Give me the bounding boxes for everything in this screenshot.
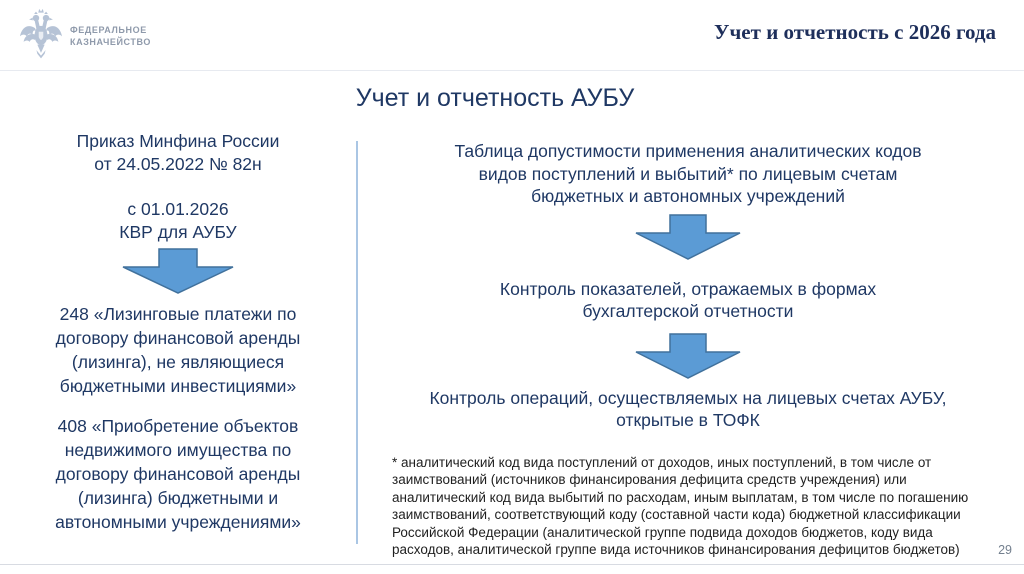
kvr-248-line: 248 «Лизинговые платежи по [59,304,297,324]
step1-line: Таблица допустимости применения аналитических кодов [454,141,922,161]
order-ref-line: от 24.05.2022 № 82н [94,154,262,174]
footnote-line: Российской Федерации (аналитической группе подвида доходов бюджетов, коду вида [392,524,933,540]
footnote-line: аналитический код вида выбытий по расходам, иным выплатам, в том числе по погашению [392,489,969,505]
effective-line: с 01.01.2026 [127,199,229,219]
operations-control-block [388,387,988,432]
kvr-248-line: (лизинга), не являющиеся [71,352,285,372]
right-down-arrow-2 [388,333,988,379]
kvr-248-line: бюджетными инвестициями» [59,376,297,396]
footnote-line: заимствований, соответствующий коду (составной части кода) бюджетной классификации [392,507,961,522]
footnote-line: расходов, аналитической группе вида источников финансирования дефицитов бюджетов) [392,542,960,557]
footnote-line: * аналитический код вида поступлений от доходов, иных поступлений, в том числе от [392,454,932,470]
kvr-408-block [22,414,334,534]
kvr-408-line: договору финансовой аренды [55,464,301,484]
kvr-408-line: 408 «Приобретение объектов [57,416,299,436]
bottom-rule [0,564,1024,565]
kvr-248-block [22,302,334,398]
step1-line: видов поступлений и выбытий* по лицевым счетам [478,163,898,184]
indicators-control-block [388,278,988,323]
org-name-line1: ФЕДЕРАЛЬНОЕ [70,25,147,35]
slide-header [0,0,1024,71]
left-column [22,130,334,534]
analytical-code-footnote [388,454,988,559]
right-down-arrow-1 [388,214,988,260]
step1-line: бюджетных и автономных учреждений [531,186,845,206]
footnote-line: заимствований (источников финансирования дефицита средств учреждения) или [392,472,907,487]
org-name-line2: КАЗНАЧЕЙСТВО [70,37,151,47]
kvr-408-line: недвижимого имущества по [64,440,292,460]
column-divider [356,141,358,544]
minfin-order-block [22,130,334,176]
deck-title: Учет и отчетность с 2026 года [714,20,996,44]
org-name [70,24,151,48]
page-number: 29 [998,543,1012,557]
effective-line: КВР для АУБУ [119,222,237,242]
kvr-408-line: (лизинга) бюджетными и [77,488,279,508]
kvr-248-line: договору финансовой аренды [55,328,301,348]
kvr-408-line: автономными учреждениями» [55,512,301,532]
effective-date-block [22,198,334,244]
step2-line: бухгалтерской отчетности [582,301,794,321]
right-column [388,140,988,559]
admissibility-table-block [388,140,988,208]
step3-line: открытые в ТОФК [616,410,760,430]
federal-treasury-eagle-icon [18,8,64,62]
step3-line: Контроль операций, осуществляемых на лицевых счетах АУБУ, [429,387,947,408]
slide-title: Учет и отчетность АУБУ [355,84,635,112]
order-ref-line: Приказ Минфина России [76,131,280,151]
left-down-arrow [22,248,334,294]
step2-line: Контроль показателей, отражаемых в формах [499,278,877,299]
